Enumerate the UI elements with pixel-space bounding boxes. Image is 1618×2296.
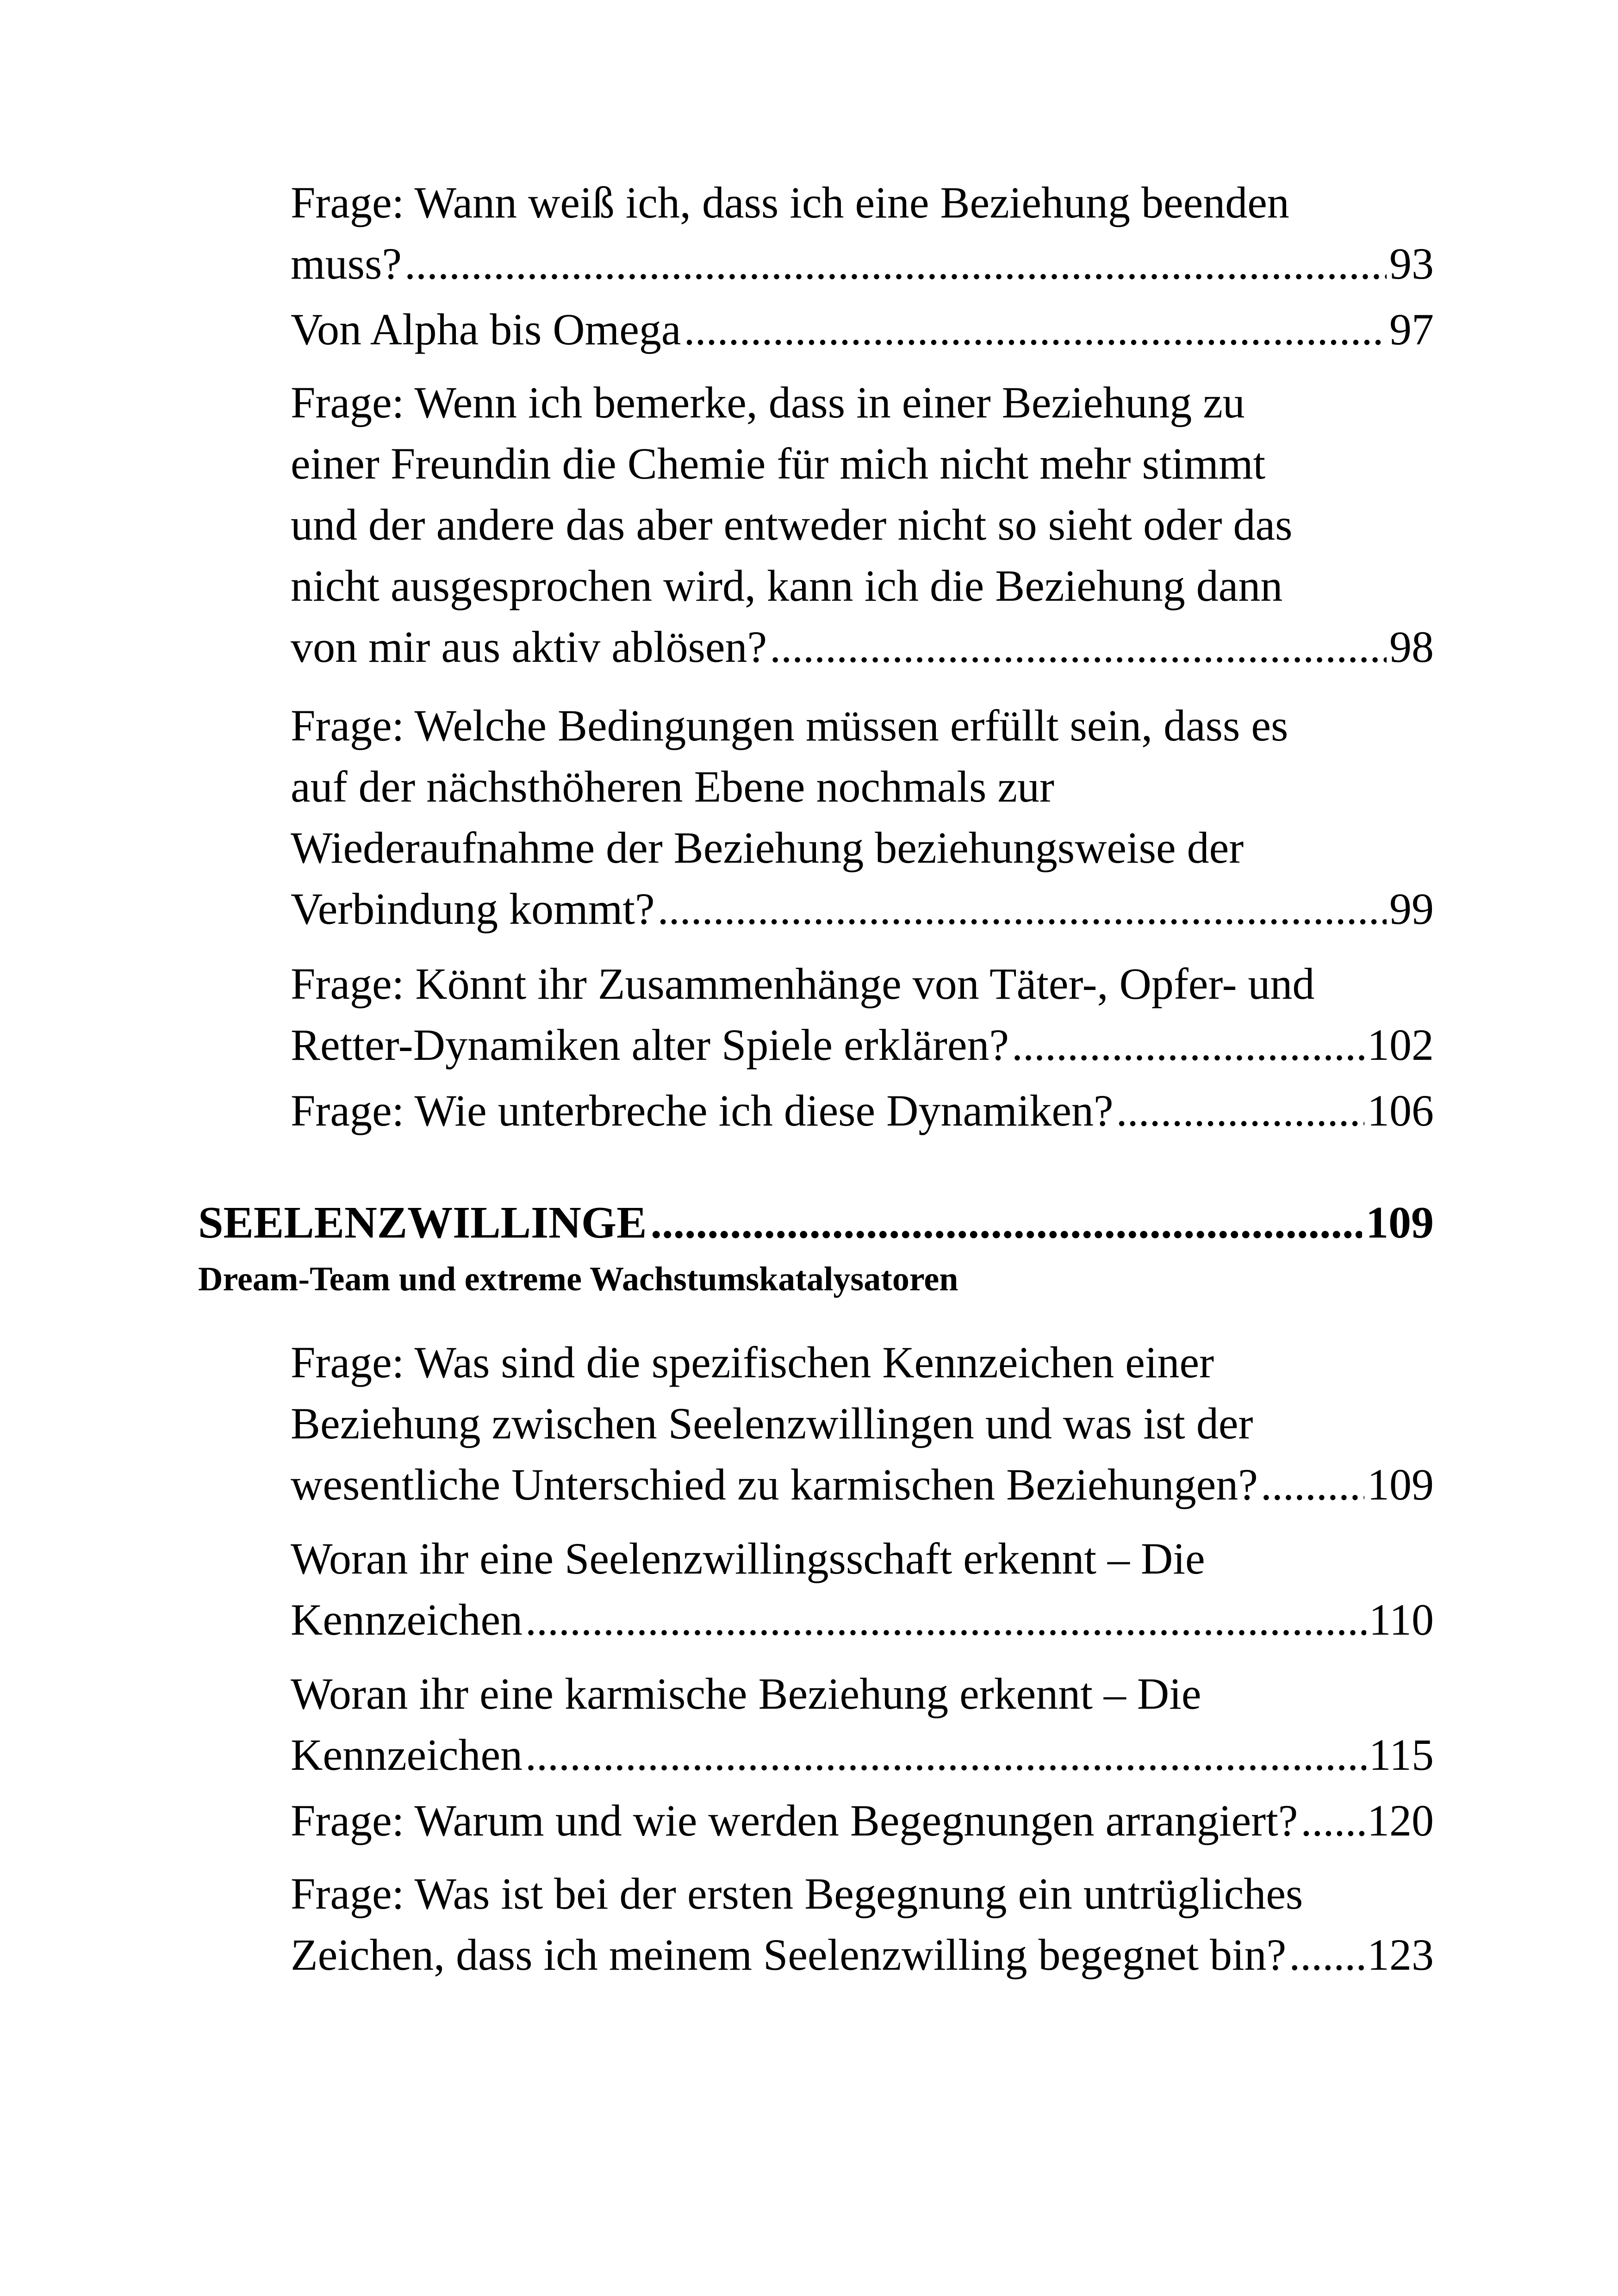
toc-entry[interactable] <box>291 1790 1434 1851</box>
dot-leader <box>525 1589 1366 1650</box>
toc-entry-text: muss? <box>291 239 402 288</box>
toc-entry-text: Von Alpha bis Omega <box>291 305 681 354</box>
toc-entry[interactable] <box>291 1863 1434 1985</box>
dot-leader <box>525 1724 1366 1786</box>
toc-entry-line: nicht ausgesprochen wird, kann ich die Beziehung dann <box>291 561 1283 610</box>
toc-page-number: 123 <box>1367 1930 1434 1979</box>
toc-entry-line: Woran ihr eine karmische Beziehung erkennt – Die <box>291 1669 1201 1718</box>
chapter-heading[interactable] <box>198 1192 1434 1253</box>
dot-leader <box>1116 1080 1364 1141</box>
toc-entry[interactable] <box>291 299 1434 360</box>
toc-entry-text: Kennzeichen <box>291 1730 523 1780</box>
toc-entry-line: Beziehung zwischen Seelenzwillingen und was ist der <box>291 1399 1253 1448</box>
toc-entry[interactable] <box>291 372 1434 678</box>
chapter-title: SEELENZWILLINGE <box>198 1198 647 1248</box>
chapter-subtitle: Dream-Team und extreme Wachstumskatalysatoren <box>198 1260 958 1298</box>
toc-entry[interactable] <box>291 695 1434 940</box>
toc-page-number: 109 <box>1367 1460 1434 1509</box>
toc-entry-text: Kennzeichen <box>291 1595 523 1644</box>
toc-entry-text: Frage: Warum und wie werden Begegnungen arrangiert? <box>291 1796 1298 1845</box>
toc-entry-line: Frage: Was ist bei der ersten Begegnung ein untrügliches <box>291 1869 1303 1918</box>
toc-entry[interactable] <box>291 1663 1434 1786</box>
toc-entry-text: Verbindung kommt? <box>291 884 655 933</box>
toc-entry-line: auf der nächsthöheren Ebene nochmals zur <box>291 762 1054 811</box>
toc-entry[interactable] <box>291 1080 1434 1141</box>
dot-leader <box>684 299 1387 360</box>
dot-leader <box>658 878 1387 940</box>
toc-page-number: 97 <box>1389 305 1434 354</box>
toc-page-number: 115 <box>1369 1730 1434 1780</box>
dot-leader <box>1289 1924 1364 1985</box>
toc-page-number: 110 <box>1369 1595 1434 1644</box>
toc-entry-text: Zeichen, dass ich meinem Seelenzwilling begegnet bin? <box>291 1930 1287 1979</box>
dot-leader <box>1261 1454 1364 1515</box>
toc-entry[interactable] <box>291 1332 1434 1515</box>
toc-entry-line: Frage: Wann weiß ich, dass ich eine Beziehung beenden <box>291 178 1289 227</box>
toc-page-number: 99 <box>1389 884 1434 933</box>
dot-leader <box>1012 1014 1364 1076</box>
toc-entry[interactable] <box>291 1528 1434 1650</box>
dot-leader <box>1301 1790 1364 1851</box>
toc-entry-text: Retter-Dynamiken alter Spiele erklären? <box>291 1020 1009 1070</box>
toc-page-number: 93 <box>1389 239 1434 288</box>
toc-entry-line: Frage: Wenn ich bemerke, dass in einer Beziehung zu <box>291 378 1245 427</box>
dot-leader <box>650 1192 1362 1253</box>
toc-entry-text: Frage: Wie unterbreche ich diese Dynamiken? <box>291 1086 1114 1135</box>
toc-entry-line: Frage: Welche Bedingungen müssen erfüllt sein, dass es <box>291 701 1288 750</box>
toc-entry[interactable] <box>291 953 1434 1076</box>
toc-entry-text: wesentliche Unterschied zu karmischen Beziehungen? <box>291 1460 1258 1509</box>
toc-entry-line: Frage: Was sind die spezifischen Kennzeichen einer <box>291 1338 1214 1387</box>
toc-page-number: 98 <box>1389 622 1434 672</box>
chapter-page-number: 109 <box>1366 1198 1434 1248</box>
toc-entry-text: von mir aus aktiv ablösen? <box>291 622 767 672</box>
toc-page-number: 102 <box>1367 1020 1434 1070</box>
toc-page-number: 106 <box>1367 1086 1434 1135</box>
toc-entry-line: einer Freundin die Chemie für mich nicht mehr stimmt <box>291 439 1266 488</box>
toc-entry-line: Woran ihr eine Seelenzwillingsschaft erkennt – Die <box>291 1534 1205 1583</box>
toc-entry-line: Wiederaufnahme der Beziehung beziehungsweise der <box>291 823 1244 872</box>
toc-entry-line: Frage: Könnt ihr Zusammenhänge von Täter-, Opfer- und <box>291 959 1315 1008</box>
dot-leader <box>770 616 1387 678</box>
dot-leader <box>404 233 1387 294</box>
toc-entry-line: und der andere das aber entweder nicht so sieht oder das <box>291 500 1293 549</box>
toc-entry[interactable] <box>291 172 1434 294</box>
toc-page-number: 120 <box>1367 1796 1434 1845</box>
